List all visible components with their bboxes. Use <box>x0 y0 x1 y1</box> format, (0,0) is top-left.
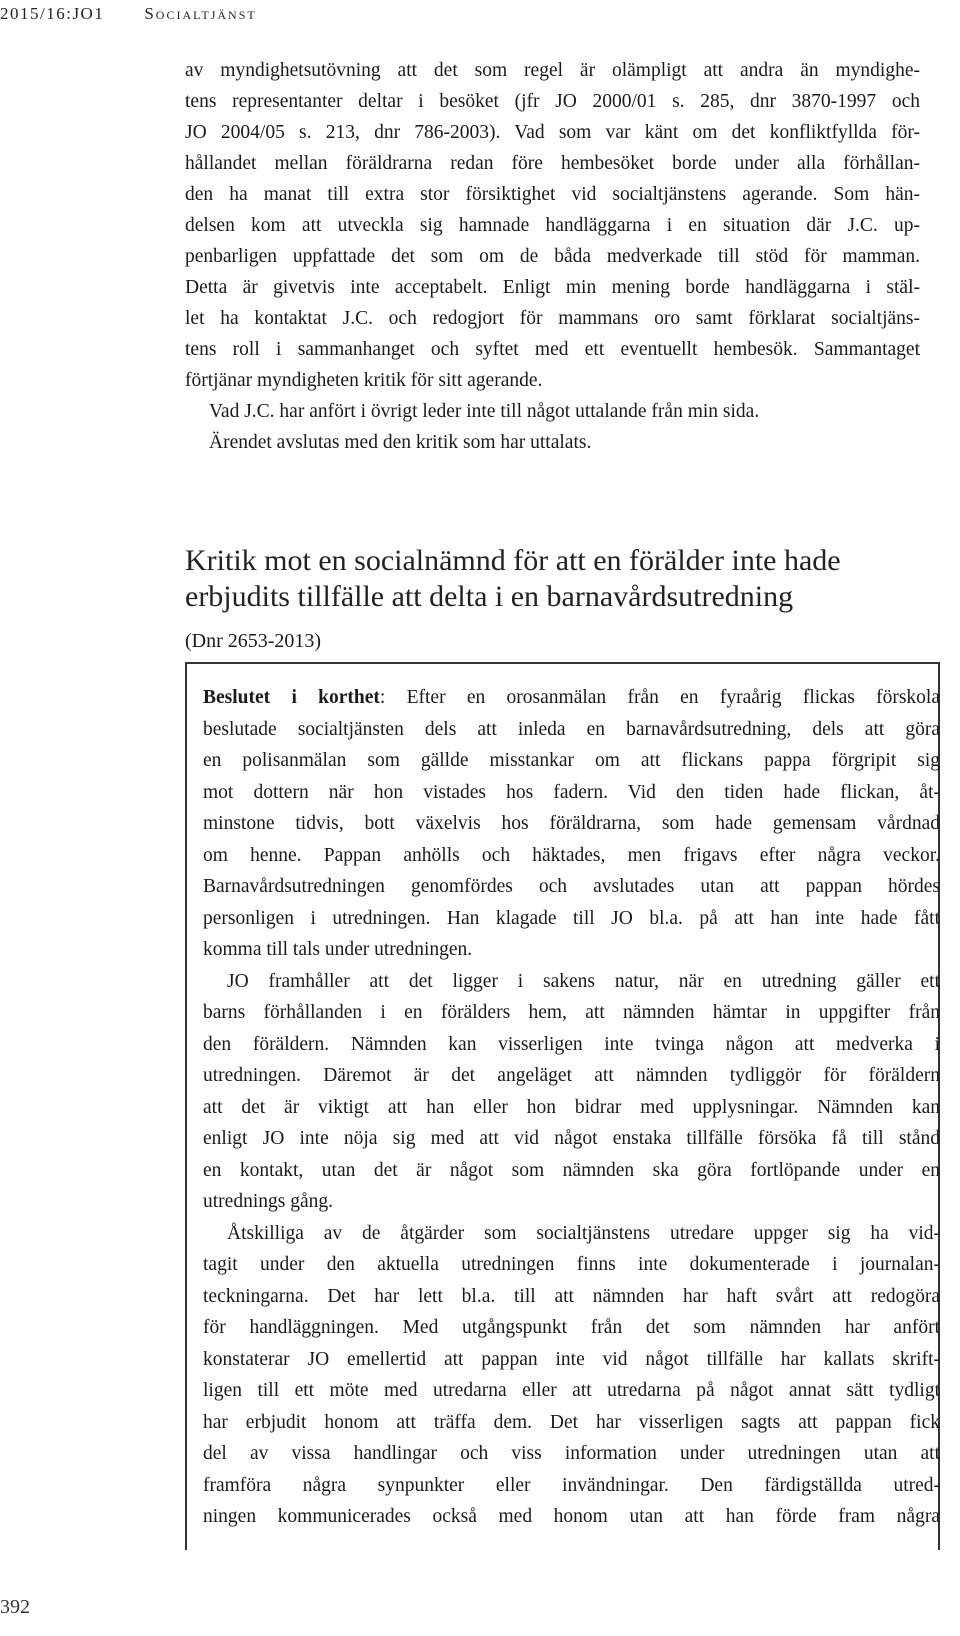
document-ref: 2015/16:JO1 <box>0 4 105 23</box>
case-heading <box>185 543 925 615</box>
case-heading-line: Kritik mot en socialnämnd för att en förälder inte hade <box>185 544 841 577</box>
text-line: let ha kontaktat J.C. och redogjort för mammans oro samt förklarat socialtjäns- <box>185 308 920 329</box>
text-line: Detta är givetvis inte acceptabelt. Enligt min mening borde handläggarna i stäl- <box>185 277 920 298</box>
text-line: personligen i utredningen. Han klagade till JO bl.a. på att han inte hade fått <box>203 907 940 929</box>
text-line: beslutade socialtjänsten dels att inleda en barnavårdsutredning, dels att göra <box>203 718 940 740</box>
text-line: tens representanter deltar i besöket (jfr JO 2000/01 s. 285, dnr 3870-1997 och <box>185 91 920 112</box>
text-line: ningen kommunicerades också med honom utan att han förde fram några <box>203 1506 940 1527</box>
text-line: enligt JO inte nöja sig med att vid något enstaka tillfälle försöka få till stånd <box>203 1128 940 1149</box>
section-title: Socialtjänst <box>144 4 257 23</box>
text-line: JO 2004/05 s. 213, dnr 786-2003). Vad som var känt om det konfliktfyllda för- <box>185 122 920 143</box>
text-line: delsen kom att utveckla sig hamnade handläggarna i en situation där J.C. up- <box>185 215 920 236</box>
text-line: tagit under den aktuella utredningen finns inte dokumenterade i journalan- <box>203 1254 940 1275</box>
text-line: har erbjudit honom att träffa dem. Det har visserligen sagts att pappan fick <box>203 1411 940 1433</box>
text-line: för handläggningen. Med utgångspunkt från det som nämnden har anfört <box>203 1317 940 1338</box>
text-line: JO framhåller att det ligger i sakens natur, när en utredning gäller ett <box>227 970 940 992</box>
text-line: av myndighetsutövning att det som regel är olämpligt att andra än myndighe- <box>185 60 920 81</box>
text-line: Barnavårdsutredningen genomfördes och avslutades utan att pappan hördes <box>203 876 940 897</box>
text-line: penbarligen uppfattade det som om de båda medverkade till stöd för mamman. <box>185 246 920 267</box>
text-line: den ha manat till extra stor försiktighet vid socialtjänstens agerande. Som hän- <box>185 184 920 205</box>
text-line: Åtskilliga av de åtgärder som socialtjänstens utredare uppger sig ha vid- <box>227 1222 940 1244</box>
text-line: Vad J.C. har anfört i övrigt leder inte till något uttalande från min sida. <box>209 401 760 422</box>
text-line <box>203 682 940 714</box>
summary-first-line: : Efter en orosanmälan från en fyraårig flickas förskola <box>379 687 941 708</box>
text-line: barns förhållanden i en förälders hem, att nämnden hämtar in uppgifter från <box>203 1002 940 1023</box>
text-line: framföra några synpunkter eller invändningar. Den färdigställda utred- <box>203 1474 940 1496</box>
running-head <box>0 4 257 24</box>
text-line: mot dottern när hon vistades hos fadern. Vid den tiden hade flickan, åt- <box>203 781 940 803</box>
text-line: om henne. Pappan anhölls och häktades, men frigavs efter några veckor. <box>203 844 940 866</box>
summary-text <box>203 682 940 1533</box>
case-number: (Dnr 2653-2013) <box>185 630 322 652</box>
text-line: förtjänar myndigheten kritik för sitt agerande. <box>185 370 543 391</box>
text-line: ligen till ett möte med utredarna eller att utredarna på något annat sätt tydligt <box>203 1380 940 1401</box>
text-line: tens roll i sammanhanget och syftet med ett eventuellt hembesök. Sammantaget <box>185 339 920 360</box>
text-line: den föräldern. Nämnden kan visserligen inte tvinga någon att medverka i <box>203 1033 940 1055</box>
text-line: del av vissa handlingar och viss information under utredningen utan att <box>203 1443 940 1464</box>
text-line: utredningen. Däremot är det angeläget att nämnden tydliggör för föräldern <box>203 1065 940 1086</box>
body-text-top <box>185 55 920 458</box>
summary-label: Beslutet i korthet <box>203 687 380 708</box>
case-heading-line: erbjudits tillfälle att delta i en barnavårdsutredning <box>185 580 794 613</box>
text-line: Ärendet avslutas med den kritik som har uttalats. <box>209 432 592 453</box>
page-number: 392 <box>0 1596 30 1618</box>
text-line: att det är viktigt att han eller hon bidrar med upplysningar. Nämnden kan <box>203 1096 940 1118</box>
text-line: minstone tidvis, bott växelvis hos föräldrarna, som hade gemensam vårdnad <box>203 813 940 834</box>
text-line: en kontakt, utan det är något som nämnden ska göra fortlöpande under en <box>203 1159 940 1181</box>
text-line: en polisanmälan som gällde misstankar om att flickans pappa förgripit sig <box>203 750 940 771</box>
text-line: komma till tals under utredningen. <box>203 939 473 960</box>
text-line: utrednings gång. <box>203 1191 333 1212</box>
text-line: teckningarna. Det har lett bl.a. till att nämnden har haft svårt att redogöra <box>203 1285 940 1307</box>
text-line: hållandet mellan föräldrarna redan före hembesöket borde under alla förhållan- <box>185 153 920 174</box>
text-line: konstaterar JO emellertid att pappan inte vid något tillfälle har kallats skrift- <box>203 1348 940 1370</box>
